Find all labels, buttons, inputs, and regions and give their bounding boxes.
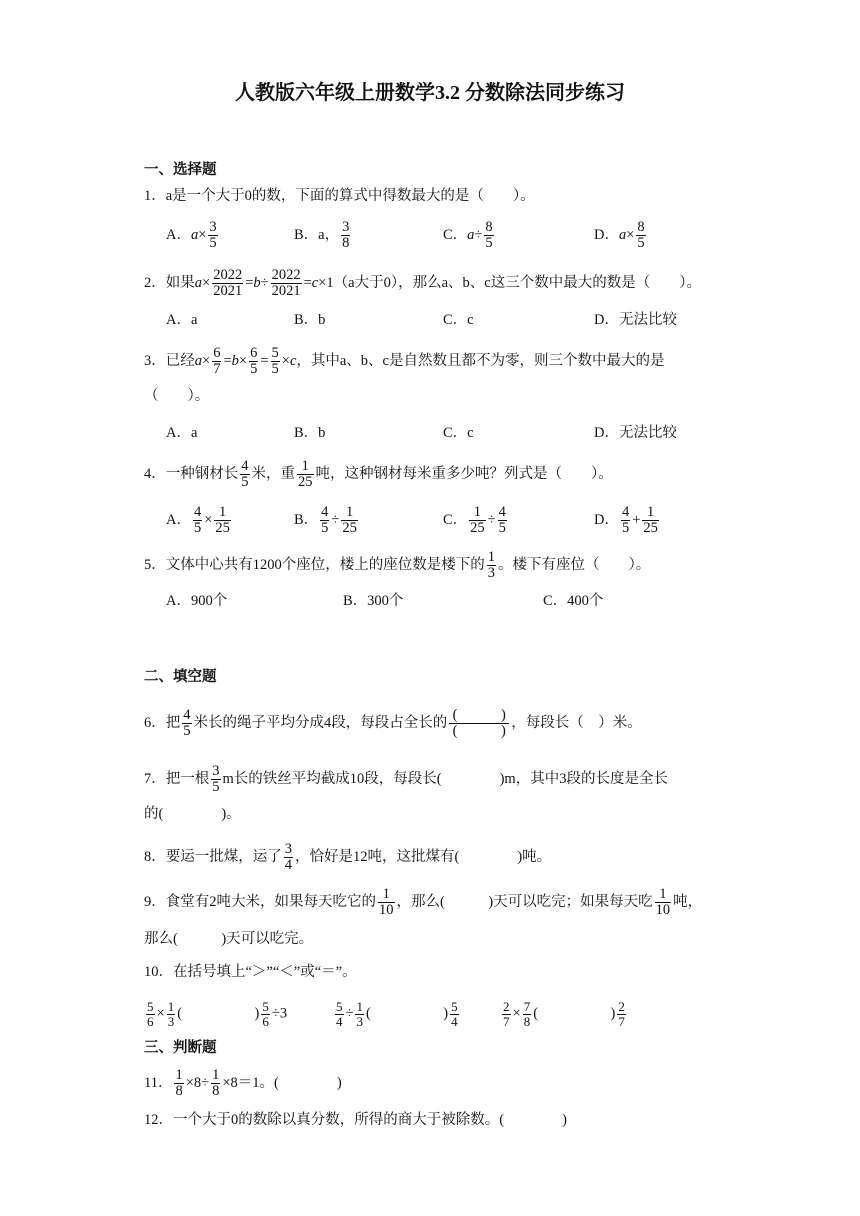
- question-7-stem: 7．把一根 $\frac{3}{5}$ m长的铁丝平均截成10段，每段长( )m，其中3段的长度是全长: [144, 763, 668, 796]
- question-1-option-b[interactable]: B．a， $\frac{3}{8}$: [294, 219, 350, 252]
- question-8-stem: 8．要运一批煤，运了 $\frac{3}{4}$ ，恰好是12吨，这批煤有( )吨。: [144, 841, 552, 874]
- question-3-option-b[interactable]: B．b: [294, 425, 326, 441]
- question-2-option-b[interactable]: B．b: [294, 312, 326, 328]
- question-2-option-d[interactable]: D．无法比较: [594, 312, 677, 328]
- question-12-stem: 12．一个大于0的数除以真分数，所得的商大于被除数。( ): [144, 1112, 567, 1128]
- question-3-stem-cont: （ ）。: [144, 388, 210, 404]
- question-10-item-2[interactable]: $\frac{5}{4}$ ÷ $\frac{1}{3}$ ( ) $\frac{5}{4}$: [336, 999, 458, 1029]
- question-10-stem: 10．在括号填上“＞”“＜”或“＝”。: [144, 964, 357, 980]
- question-4-option-d[interactable]: D． $\frac{4}{5}$ + $\frac{1}{25}$: [594, 504, 658, 537]
- answer-blank-fraction[interactable]: $\frac{( )}{( )}$: [449, 708, 509, 739]
- question-1-option-c[interactable]: C．a÷ $\frac{8}{5}$: [443, 219, 493, 252]
- question-4-option-b[interactable]: B． $\frac{4}{5}$ ÷ $\frac{1}{25}$: [294, 504, 357, 537]
- question-3-stem: 3．已经a× $\frac{6}{7}$ =b× $\frac{6}{5}$ = $\frac{5}{5}$ ×c，其中a、b、c是自然数且都不为零，则三个数中最大的是: [144, 345, 665, 378]
- question-7-stem-cont: 的( )。: [144, 806, 241, 822]
- question-10-item-3[interactable]: $\frac{2}{7}$ × $\frac{7}{8}$ ( ) $\frac{2}{7}$: [503, 999, 625, 1029]
- question-2-option-a[interactable]: A．a: [166, 312, 198, 328]
- question-9-stem: 9．食堂有2吨大米，如果每天吃它的 $\frac{1}{10}$ ，那么( )天可以吃完；如果每天吃 $\frac{1}{10}$ 吨，: [144, 886, 703, 919]
- question-4-stem: 4．一种钢材长 $\frac{4}{5}$ 米，重 $\frac{1}{25}$ 吨，这种钢材每米重多少吨？列式是（ ）。: [144, 458, 613, 491]
- question-1-stem: 1．a是一个大于0的数，下面的算式中得数最大的是（ ）。: [144, 188, 535, 204]
- question-5-stem: 5．文体中心共有1200个座位，楼上的座位数是楼下的 $\frac{1}{3}$ 。楼下有座位（ ）。: [144, 549, 651, 582]
- question-2-option-c[interactable]: C．c: [443, 312, 474, 328]
- question-9-stem-cont: 那么( )天可以吃完。: [144, 931, 314, 947]
- question-4-option-c[interactable]: C． $\frac{1}{25}$ ÷ $\frac{4}{5}$: [443, 504, 506, 537]
- page-title: 人教版六年级上册数学3.2 分数除法同步练习: [235, 82, 625, 104]
- section-heading-choice: 一、选择题: [144, 162, 217, 178]
- question-5-option-c[interactable]: C．400个: [543, 593, 604, 609]
- question-5-option-a[interactable]: A．900个: [166, 593, 228, 609]
- question-3-option-c[interactable]: C．c: [443, 425, 474, 441]
- section-heading-judge: 三、判断题: [144, 1040, 217, 1056]
- section-heading-fill: 二、填空题: [144, 669, 217, 685]
- question-11-stem: 11． $\frac{1}{8}$ ×8÷ $\frac{1}{8}$ ×8＝1。( ): [144, 1067, 342, 1100]
- question-2-stem: 2．如果a× $\frac{2022}{2021}$ =b÷ $\frac{2022}{2021}$ =c×1（a大于0），那么a、b、c这三个数中最大的数是（ ）。: [144, 267, 701, 300]
- question-5-option-b[interactable]: B．300个: [343, 593, 404, 609]
- question-1-option-a[interactable]: A．a× $\frac{3}{5}$: [166, 219, 217, 252]
- question-10-item-1[interactable]: $\frac{5}{6}$ × $\frac{1}{3}$ ( ) $\frac{5}{6}$ ÷3: [147, 999, 288, 1029]
- question-1-option-d[interactable]: D．a× $\frac{8}{5}$: [594, 219, 645, 252]
- question-3-option-a[interactable]: A．a: [166, 425, 198, 441]
- question-3-option-d[interactable]: D．无法比较: [594, 425, 677, 441]
- question-6-stem: 6．把 $\frac{4}{5}$ 米长的绳子平均分成4段，每段占全长的 $\frac{( )}{( )}$ ，每段长（ ）米。: [144, 707, 642, 740]
- question-4-option-a[interactable]: A． $\frac{4}{5}$ × $\frac{1}{25}$: [166, 504, 230, 537]
